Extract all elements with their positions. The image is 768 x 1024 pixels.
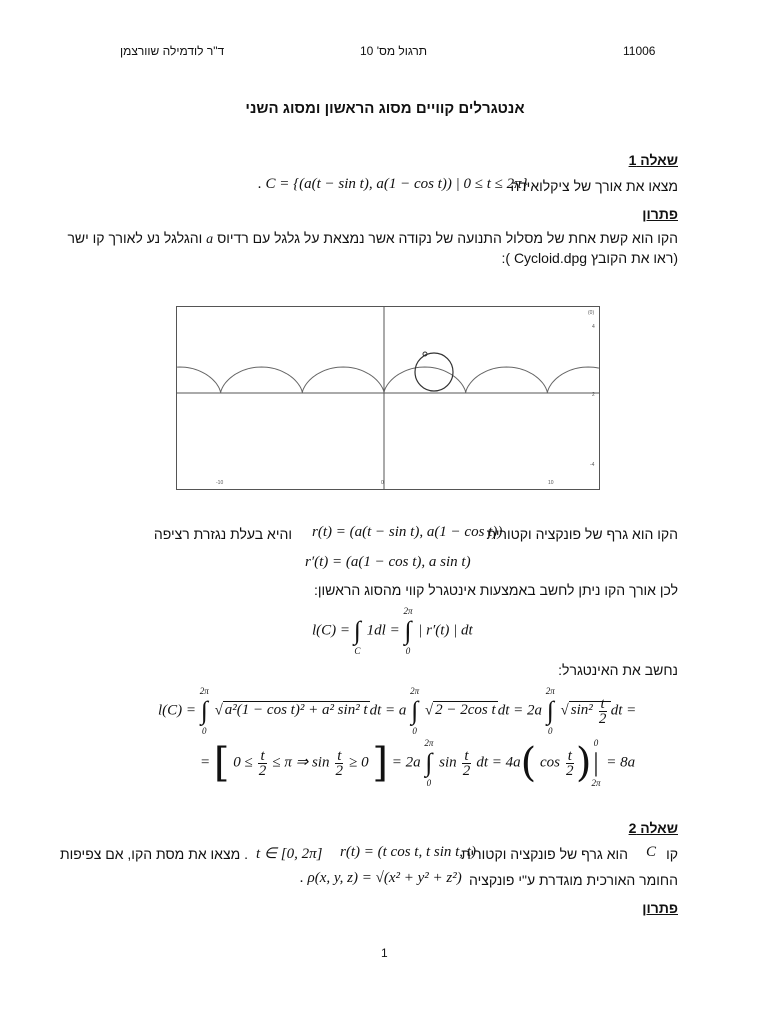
vector-function-formula: r(t) = (a(t − sin t), a(1 − cos t)) — [312, 524, 503, 540]
arc-length-result: = 8a — [606, 754, 636, 771]
solution-1-line-1: הקו הוא קשת אחת של מסלול התנועה של נקודה אשר נמצאת על גלגל עם רדיוס a והגלגל נע לאורך קו ישר — [67, 230, 678, 247]
question-2-density-text: החומר האורכית מוגדרת ע"י פונקציה — [468, 872, 678, 888]
question-2-vector-text: הוא גרף של פונקציה וקטורית — [461, 846, 628, 862]
integral-computation-2: = [ 0 ≤ $\frac{t}{2}$ ≤ π ⇒ sin $\frac{t}{2}$ ≥ 0 ] = 2a 2π ∫ 0 sin $\frac{t}{2}$ dt = 4a( cos $\frac{t}{2}$ ) 0 | 2π = 8a — [200, 738, 636, 788]
line-integral-text: לכן אורך הקו ניתן לחשב באמצעות אינטגרל קווי מהסוג הראשון: — [314, 582, 678, 598]
integral-computation-1: l(C) = 2π ∫ 0 √ a²(1 − cos t)² + a² sin² t dt = a 2π ∫ 0 √ 2 − 2cos t dt = 2a 2π ∫ 0 √ sin² $\frac{t}{2}$ dt = — [158, 686, 637, 736]
question-2-heading: שאלה 2 — [628, 820, 678, 836]
vector-function-end: והיא בעלת נגזרת רציפה — [153, 526, 292, 542]
density-function: . ρ(x, y, z) = √(x² + y² + z²) — [300, 870, 462, 886]
page-title: אנטגרלים קוויים מסוג הראשון ומסוג השני — [245, 100, 525, 117]
solution-1-heading: פתרון — [642, 206, 678, 222]
x-tick-0: 0 — [381, 480, 384, 486]
question-2-line-1-end: . מצאו את מסת הקו, אם צפיפות — [59, 846, 248, 862]
course-number: 11006 — [623, 44, 656, 58]
solution-2-heading: פתרון — [642, 900, 678, 916]
compute-integral-text: נחשב את האינטגרל: — [558, 662, 678, 678]
y-tick-neg4: -4 — [590, 462, 595, 468]
cycloid-definition: . C = {(a(t − sin t), a(1 − cos t)) | 0 ≤ t ≤ 2π} — [258, 176, 528, 192]
curve-name: C — [646, 844, 657, 860]
question-2-curve-label: קו — [666, 846, 678, 862]
question-1-text: מצאו את אורך של ציקלואידה — [510, 178, 678, 194]
cycloid-plot — [176, 306, 600, 498]
x-tick-neg10: -10 — [216, 480, 224, 486]
helix-vector-function: r(t) = (t cos t, t sin t, t) — [340, 844, 476, 860]
y-tick-4: 4 — [592, 324, 595, 330]
y-tick-2: 2 — [592, 392, 595, 398]
lecturer-name: ד"ר לודמילה שוורצמן — [120, 44, 225, 58]
arc-length-integral: l(C) = ∫ C 1dl = 2π ∫ 0 | r′(t) | dt — [312, 606, 473, 656]
parameter-range: t ∈ [0, 2π] — [256, 846, 323, 862]
question-1-heading: שאלה 1 — [628, 152, 678, 168]
exercise-number: תרגול מס' 10 — [360, 44, 428, 58]
derivative-formula: r′(t) = (a(1 − cos t), a sin t) — [305, 554, 471, 570]
plot-corner-label: (0) — [588, 310, 595, 316]
page-number: 1 — [381, 946, 388, 960]
x-tick-10: 10 — [548, 480, 554, 486]
vector-function-line: הקו הוא גרף של פונקציה וקטורית — [486, 526, 678, 542]
solution-1-line-2: (ראו את הקובץ Cycloid.dpg ): — [501, 250, 678, 266]
